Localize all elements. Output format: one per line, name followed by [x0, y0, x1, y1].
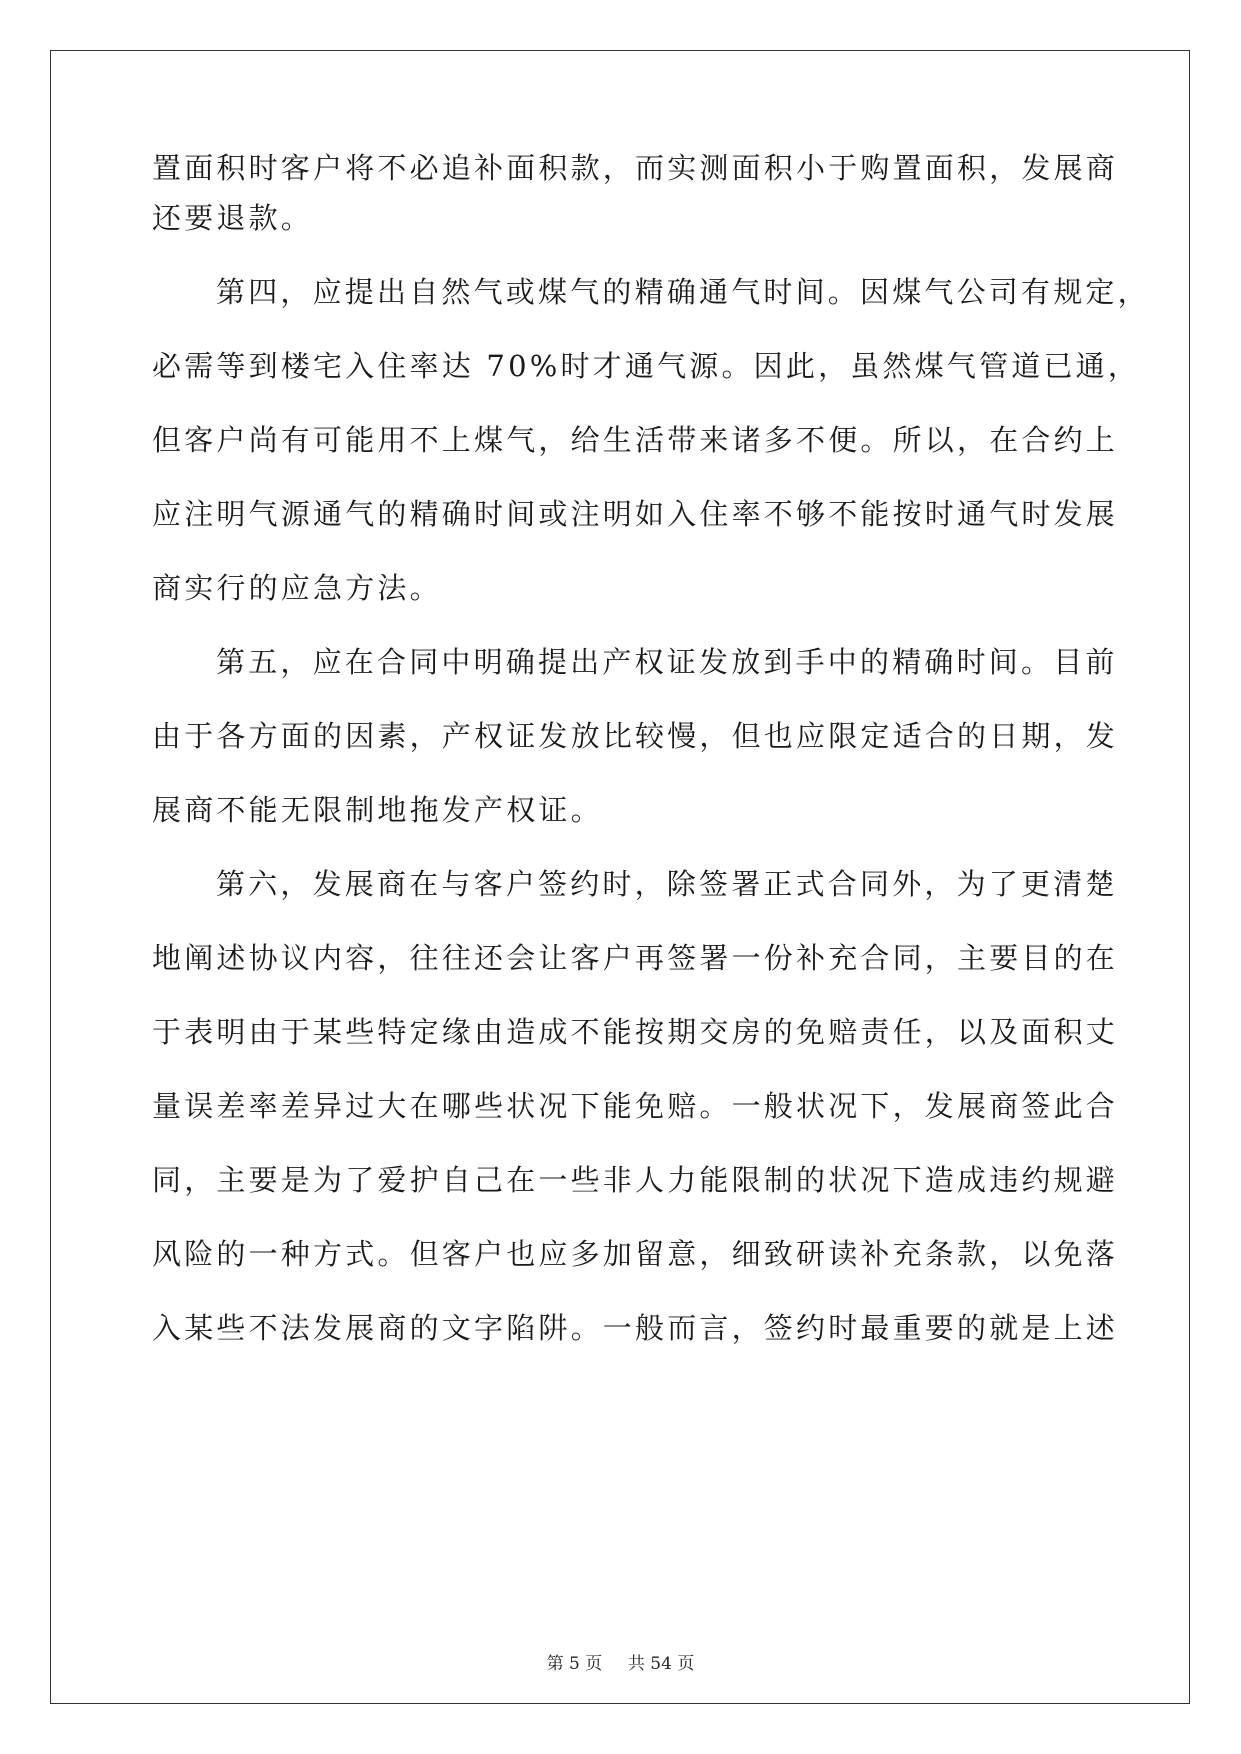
text-line: 必需等到楼宅入住率达 70%时才通气源。因此，虽然煤气管道已通， [152, 349, 1141, 383]
text-line: 但客户尚有可能用不上煤气，给生活带来诸多不便。所以，在合约上 [152, 423, 1119, 457]
text-line: 置面积时客户将不必追补面积款，而实测面积小于购置面积，发展商 [152, 151, 1119, 185]
text-line: 由于各方面的因素，产权证发放比较慢，但也应限定适合的日期，发 [152, 719, 1119, 753]
text-line: 风险的一种方式。但客户也应多加留意，细致研读补充条款，以免落 [152, 1237, 1119, 1271]
text-line: 商实行的应急方法。 [152, 571, 442, 605]
page-footer [0, 1652, 1241, 1676]
text-line: 还要退款。 [152, 201, 314, 235]
text-line: 于表明由于某些特定缘由造成不能按期交房的免赔责任，以及面积丈 [152, 1015, 1119, 1049]
page-number: 第 5 页 [546, 1654, 603, 1674]
text-line: 第五，应在合同中明确提出产权证发放到手中的精确时间。目前 [216, 645, 1118, 679]
text-line: 入某些不法发展商的文字陷阱。一般而言，签约时最重要的就是上述 [152, 1311, 1119, 1345]
text-line: 第六，发展商在与客户签约时，除签署正式合同外，为了更清楚 [216, 867, 1118, 901]
page-total: 共 54 页 [627, 1654, 695, 1674]
text-line: 应注明气源通气的精确时间或注明如入住率不够不能按时通气时发展 [152, 497, 1119, 531]
text-line: 地阐述协议内容，往往还会让客户再签署一份补充合同，主要目的在 [152, 941, 1119, 975]
text-line: 第四，应提出自然气或煤气的精确通气时间。因煤气公司有规定， [216, 275, 1150, 309]
text-line: 量误差率差异过大在哪些状况下能免赔。一般状况下，发展商签此合 [152, 1089, 1119, 1123]
text-line: 展商不能无限制地拖发产权证。 [152, 793, 603, 827]
text-line: 同，主要是为了爱护自己在一些非人力能限制的状况下造成违约规避 [152, 1163, 1119, 1197]
